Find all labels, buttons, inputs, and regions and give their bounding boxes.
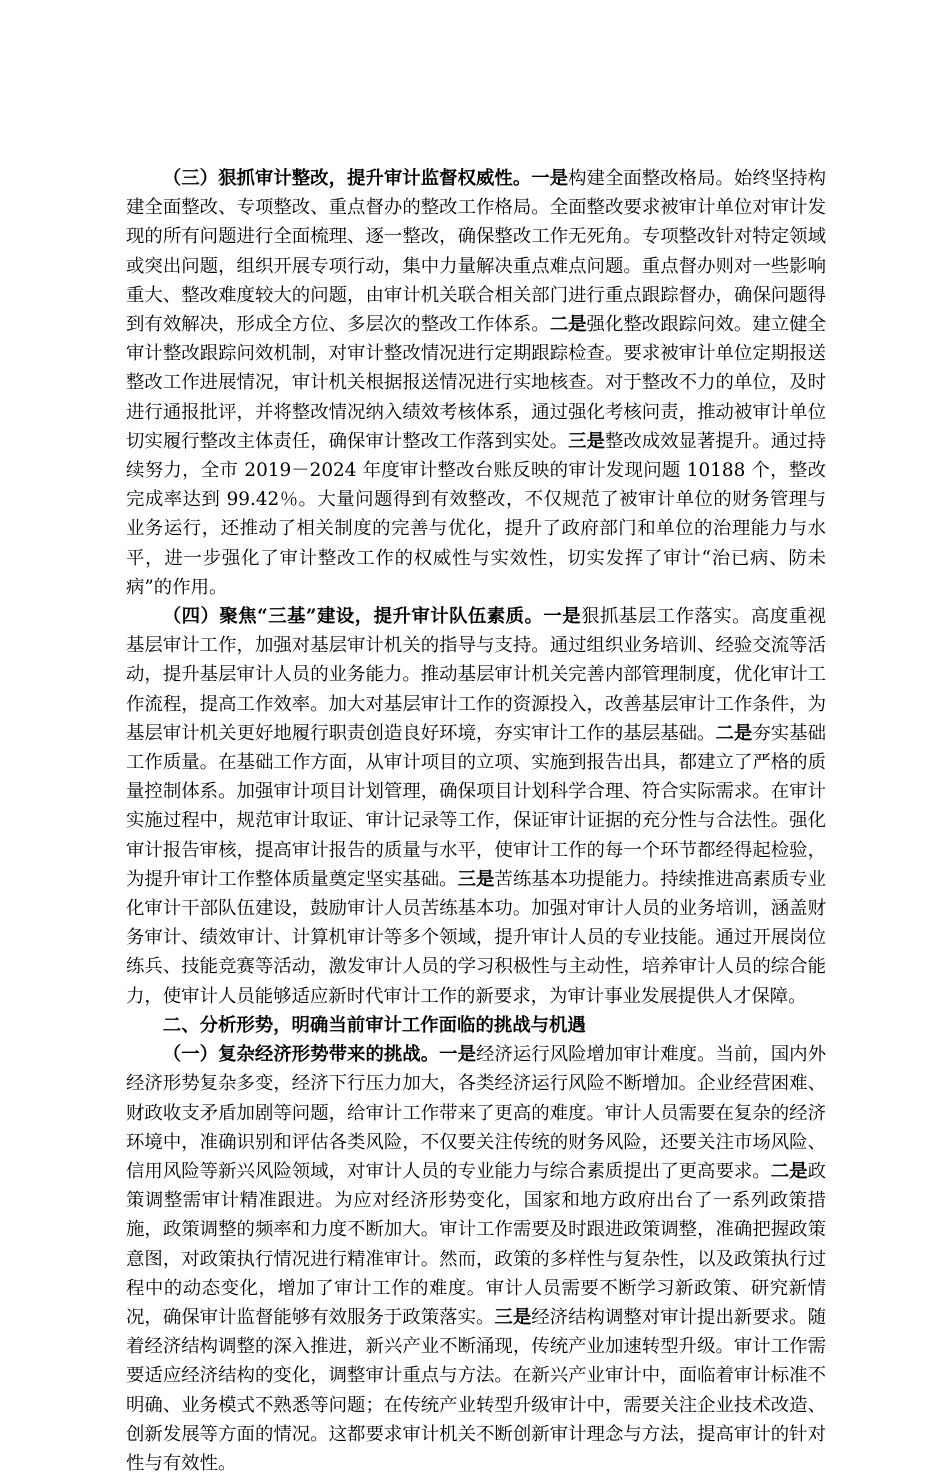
document-page: [126, 164, 826, 1478]
paragraph-three-basics: [126, 602, 826, 1011]
point-marker-three: 三是: [457, 868, 495, 890]
point-marker-one: 一是: [439, 1044, 476, 1066]
paragraph-text: 整改成效显著提升。通过持续努力，全市 2019－2024 年度审计整改台账反映的审计发现问题 10188 个，整改完成率达到 99.42％。大量问题得到有效整改，不仅规范了被审计单位的财务管理与业务运行，还推动了相关制度的完善与优化，提升了政府部门和单位的治理能力与水平，进一步强化了审计整改工作的权威性与实效性，切实发挥了审计“治已病、防未病”的作用。: [126, 430, 826, 598]
subheading-three-basics: （四）聚焦“三基”建设，提升审计队伍素质。: [162, 606, 544, 628]
point-marker-two: 二是: [549, 314, 587, 336]
point-marker-two: 二是: [715, 722, 753, 744]
paragraph-text: 经济结构调整对审计提出新要求。随着经济结构调整的深入推进，新兴产业不断涌现，传统产业加速转型升级。审计工作需要适应经济结构的变化，调整审计重点与方法。在新兴产业审计中，面临着审计标准不明确、业务模式不熟悉等问题；在传统产业转型升级审计中，需要关注企业技术改造、创新发展等方面的情况。这都要求审计机关不断创新审计理念与方法，提高审计的针对性与有效性。: [126, 1306, 826, 1474]
paragraph-text: 苦练基本功提能力。持续推进高素质专业化审计干部队伍建设，鼓励审计人员苦练基本功。加强对审计人员的业务培训，涵盖财务审计、绩效审计、计算机审计等多个领域，提升审计人员的专业技能。通过开展岗位练兵、技能竞赛等活动，激发审计人员的学习积极性与主动性，培养审计人员的综合能力，使审计人员能够适应新时代审计工作的新要求，为审计事业发展提供人才保障。: [126, 868, 826, 1007]
subheading-economic-challenges: （一）复杂经济形势带来的挑战。: [162, 1044, 440, 1066]
paragraph-text: 夯实基础工作质量。在基础工作方面，从审计项目的立项、实施到报告出具，都建立了严格的质量控制体系。加强审计项目计划管理，确保项目计划科学合理、符合实际需求。在审计实施过程中，规范审计取证、审计记录等工作，保证审计证据的充分性与合法性。强化审计报告审核，提高审计报告的质量与水平，使审计工作的每一个环节都经得起检验，为提升审计工作整体质量奠定坚实基础。: [126, 722, 826, 890]
paragraph-audit-rectification: [126, 164, 826, 602]
point-marker-three: 三是: [568, 430, 605, 452]
paragraph-text: 狠抓基层工作落实。高度重视基层审计工作，加强对基层审计机关的指导与支持。通过组织业务培训、经验交流等活动，提升基层审计人员的业务能力。推动基层审计机关完善内部管理制度，优化审计工作流程，提高工作效率。加大对基层审计工作的资源投入，改善基层审计工作条件，为基层审计机关更好地履行职责创造良好环境，夯实审计工作的基层基础。: [126, 606, 826, 744]
point-marker-two: 二是: [770, 1160, 808, 1182]
paragraph-text: 经济运行风险增加审计难度。当前，国内外经济形势复杂多变，经济下行压力加大，各类经济运行风险不断增加。企业经营困难、财政收支矛盾加剧等问题，给审计工作带来了更高的难度。审计人员需要在复杂的经济环境中，准确识别和评估各类风险，不仅要关注传统的财务风险，还要关注市场风险、信用风险等新兴风险领域，对审计人员的专业能力与综合素质提出了更高要求。: [126, 1044, 826, 1182]
section-heading-situation: 二、分析形势，明确当前审计工作面临的挑战与机遇: [162, 1014, 586, 1036]
subheading-audit-rectification: （三）狠抓审计整改，提升审计监督权威性。: [162, 168, 532, 189]
paragraph-text: 政策调整需审计精准跟进。为应对经济形势变化，国家和地方政府出台了一系列政策措施，政策调整的频率和力度不断加大。审计工作需要及时跟进政策调整，准确把握政策意图，对政策执行情况进行精准审计。然而，政策的多样性与复杂性，以及政策执行过程中的动态变化，增加了审计工作的难度。审计人员需要不断学习新政策、研究新情况，确保审计监督能够有效服务于政策落实。: [126, 1160, 826, 1328]
point-marker-one: 一是: [543, 606, 582, 628]
point-marker-one: 一是: [531, 168, 569, 189]
paragraph-economic-challenges: [126, 1040, 826, 1478]
paragraph-text: 构建全面整改格局。始终坚持构建全面整改、专项整改、重点督办的整改工作格局。全面整改要求被审计单位对审计发现的所有问题进行全面梳理、逐一整改，确保整改工作无死角。专项整改针对特定领域或突出问题，组织开展专项行动，集中力量解决重点难点问题。重点督办则对一些影响重大、整改难度较大的问题，由审计机关联合相关部门进行重点跟踪督办，确保问题得到有效解决，形成全方位、多层次的整改工作体系。: [126, 168, 826, 336]
point-marker-three: 三是: [494, 1306, 532, 1328]
paragraph-text: 强化整改跟踪问效。建立健全审计整改跟踪问效机制，对审计整改情况进行定期跟踪检查。要求被审计单位定期报送整改工作进展情况，审计机关根据报送情况进行实地核查。对于整改不力的单位，及时进行通报批评，并将整改情况纳入绩效考核体系，通过强化考核问责，推动被审计单位切实履行整改主体责任，确保审计整改工作落到实处。: [126, 314, 826, 452]
